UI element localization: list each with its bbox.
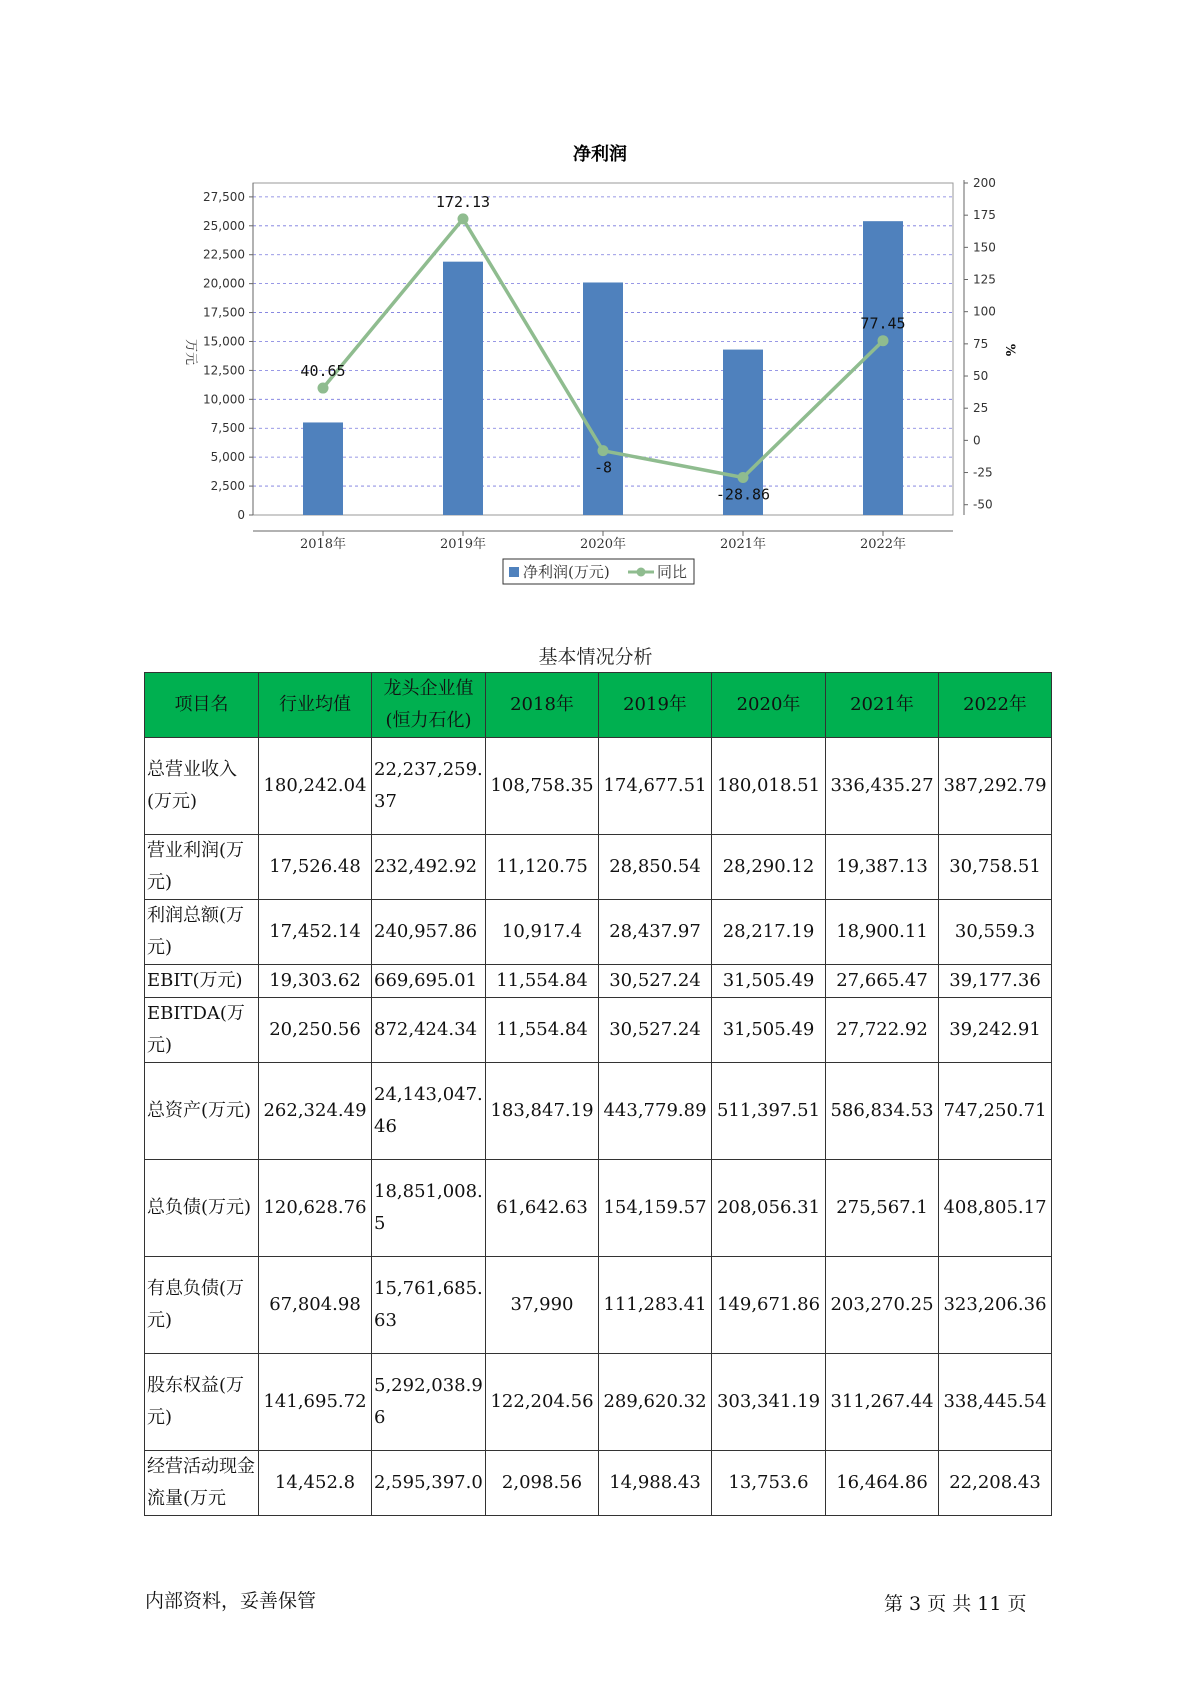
net-profit-chart xyxy=(0,0,1191,600)
table-row xyxy=(145,900,1052,965)
table-header-row xyxy=(145,673,1052,738)
y-left-axis-title: 万元 xyxy=(183,338,198,366)
y-left-tick-label: 22,500 xyxy=(203,247,245,262)
row-label: 股东权益(万元) xyxy=(145,1354,259,1451)
table-row xyxy=(145,965,1052,998)
table-row xyxy=(145,835,1052,900)
header-cell: 行业均值 xyxy=(259,673,372,738)
y-right-tick-label: 50 xyxy=(973,369,989,384)
bar xyxy=(583,282,623,515)
table-cell: 311,267.44 xyxy=(826,1354,939,1451)
yoy-point xyxy=(458,213,469,224)
table-cell: 17,526.48 xyxy=(259,835,372,900)
table-cell: 122,204.56 xyxy=(486,1354,599,1451)
row-label: 有息负债(万元) xyxy=(145,1257,259,1354)
table-cell: 19,387.13 xyxy=(826,835,939,900)
table-cell: 289,620.32 xyxy=(599,1354,712,1451)
x-tick-label: 2018年 xyxy=(299,537,347,552)
table-cell: 14,988.43 xyxy=(599,1451,712,1516)
table-cell: 11,120.75 xyxy=(486,835,599,900)
table-cell: 154,159.57 xyxy=(599,1160,712,1257)
table-cell: 180,242.04 xyxy=(259,738,372,835)
header-cell: 2022年 xyxy=(939,673,1052,738)
table-cell: 338,445.54 xyxy=(939,1354,1052,1451)
table-cell: 11,554.84 xyxy=(486,965,599,998)
yoy-point xyxy=(878,335,889,346)
table-cell: 30,527.24 xyxy=(599,998,712,1063)
table-cell: 28,437.97 xyxy=(599,900,712,965)
y-right-tick-label: 75 xyxy=(973,336,989,351)
y-right-tick-label: 125 xyxy=(973,272,996,287)
yoy-point xyxy=(318,383,329,394)
table-cell: 240,957.86 xyxy=(372,900,486,965)
legend xyxy=(503,559,694,584)
table-cell: 262,324.49 xyxy=(259,1063,372,1160)
header-cell: 龙头企业值(恒力石化) xyxy=(372,673,486,738)
yoy-point xyxy=(598,445,609,456)
table-cell: 586,834.53 xyxy=(826,1063,939,1160)
y-left-tick-label: 10,000 xyxy=(203,392,245,407)
table-cell: 30,527.24 xyxy=(599,965,712,998)
table-cell: 22,237,259.37 xyxy=(372,738,486,835)
legend-label-bar: 净利润(万元) xyxy=(523,563,610,581)
table-row xyxy=(145,1257,1052,1354)
table-cell: 11,554.84 xyxy=(486,998,599,1063)
table-cell: 37,990 xyxy=(486,1257,599,1354)
table-cell: 22,208.43 xyxy=(939,1451,1052,1516)
bar xyxy=(863,221,903,515)
table-cell: 408,805.17 xyxy=(939,1160,1052,1257)
table-row xyxy=(145,998,1052,1063)
table-cell: 39,242.91 xyxy=(939,998,1052,1063)
bar xyxy=(303,422,343,515)
table-cell: 183,847.19 xyxy=(486,1063,599,1160)
bar xyxy=(443,262,483,515)
yoy-data-label: -28.86 xyxy=(715,485,771,504)
legend-swatch-point xyxy=(637,568,646,577)
y-left-tick-label: 12,500 xyxy=(203,363,245,378)
y-left-tick-label: 7,500 xyxy=(210,421,245,436)
y-left-tick-label: 17,500 xyxy=(203,305,245,320)
yoy-data-label: 172.13 xyxy=(435,192,491,211)
yoy-data-label: 77.45 xyxy=(860,314,906,333)
row-label: 营业利润(万元) xyxy=(145,835,259,900)
table-cell: 336,435.27 xyxy=(826,738,939,835)
x-tick-label: 2020年 xyxy=(579,537,627,552)
table-cell: 31,505.49 xyxy=(712,965,826,998)
footer-page-number: 第 3 页 共 11 页 xyxy=(884,1593,1027,1615)
y-right-tick-label: 150 xyxy=(973,240,996,255)
y-left-tick-label: 20,000 xyxy=(203,276,245,291)
x-tick-label: 2019年 xyxy=(439,537,487,552)
y-left-tick-label: 27,500 xyxy=(203,189,245,204)
yoy-point xyxy=(738,472,749,483)
table-cell: 872,424.34 xyxy=(372,998,486,1063)
table-cell: 174,677.51 xyxy=(599,738,712,835)
y-left-tick-label: 2,500 xyxy=(210,479,245,494)
table-row xyxy=(145,1063,1052,1160)
table-cell: 28,217.19 xyxy=(712,900,826,965)
row-label: 经营活动现金流量(万元 xyxy=(145,1451,259,1516)
table-cell: 108,758.35 xyxy=(486,738,599,835)
row-label: 总营业收入(万元) xyxy=(145,738,259,835)
table-row xyxy=(145,1160,1052,1257)
table-cell: 67,804.98 xyxy=(259,1257,372,1354)
table-cell: 27,665.47 xyxy=(826,965,939,998)
table-row xyxy=(145,1451,1052,1516)
y-right-tick-label: 200 xyxy=(973,176,996,190)
table-cell: 14,452.8 xyxy=(259,1451,372,1516)
y-right-tick-label: 0 xyxy=(973,433,981,448)
row-label: EBIT(万元) xyxy=(145,965,259,998)
table-cell: 387,292.79 xyxy=(939,738,1052,835)
x-tick-label: 2022年 xyxy=(859,537,907,552)
header-cell: 2018年 xyxy=(486,673,599,738)
y-left-tick-label: 5,000 xyxy=(210,450,245,465)
row-label: 总资产(万元) xyxy=(145,1063,259,1160)
table-cell: 203,270.25 xyxy=(826,1257,939,1354)
table-cell: 111,283.41 xyxy=(599,1257,712,1354)
table-cell: 27,722.92 xyxy=(826,998,939,1063)
table-cell: 28,290.12 xyxy=(712,835,826,900)
table-cell: 323,206.36 xyxy=(939,1257,1052,1354)
table-cell: 31,505.49 xyxy=(712,998,826,1063)
table-cell: 120,628.76 xyxy=(259,1160,372,1257)
table-cell: 17,452.14 xyxy=(259,900,372,965)
table-cell: 208,056.31 xyxy=(712,1160,826,1257)
table-cell: 747,250.71 xyxy=(939,1063,1052,1160)
row-label: EBITDA(万元) xyxy=(145,998,259,1063)
table-cell: 511,397.51 xyxy=(712,1063,826,1160)
table-cell: 16,464.86 xyxy=(826,1451,939,1516)
y-left-tick-label: 25,000 xyxy=(203,218,245,233)
table-cell: 61,642.63 xyxy=(486,1160,599,1257)
legend-swatch-bar xyxy=(509,567,519,577)
table-cell: 232,492.92 xyxy=(372,835,486,900)
table-cell: 180,018.51 xyxy=(712,738,826,835)
table-cell: 5,292,038.96 xyxy=(372,1354,486,1451)
header-cell: 项目名 xyxy=(145,673,259,738)
table-cell: 30,758.51 xyxy=(939,835,1052,900)
y-right-tick-label: 100 xyxy=(973,304,996,319)
table-cell: 30,559.3 xyxy=(939,900,1052,965)
table-cell: 149,671.86 xyxy=(712,1257,826,1354)
legend-label-line: 同比 xyxy=(657,563,688,581)
row-label: 利润总额(万元) xyxy=(145,900,259,965)
yoy-data-label: 40.65 xyxy=(300,362,346,381)
table-cell: 669,695.01 xyxy=(372,965,486,998)
y-right-tick-label: 175 xyxy=(973,208,996,223)
y-left-tick-label: 15,000 xyxy=(203,334,245,349)
table-cell: 18,851,008.5 xyxy=(372,1160,486,1257)
table-row xyxy=(145,738,1052,835)
y-right-tick-label: -50 xyxy=(973,497,993,512)
basic-analysis-table xyxy=(144,672,1052,1516)
table-cell: 15,761,685.63 xyxy=(372,1257,486,1354)
y-right-axis-title: % xyxy=(1002,343,1017,357)
header-cell: 2019年 xyxy=(599,673,712,738)
chart-title: 净利润 xyxy=(573,144,627,165)
table-cell: 2,098.56 xyxy=(486,1451,599,1516)
table-cell: 20,250.56 xyxy=(259,998,372,1063)
table-cell: 2,595,397.0 xyxy=(372,1451,486,1516)
y-right-tick-label: 25 xyxy=(973,401,989,416)
yoy-data-label: -8 xyxy=(593,458,613,477)
table-cell: 141,695.72 xyxy=(259,1354,372,1451)
table-cell: 10,917.4 xyxy=(486,900,599,965)
table-cell: 39,177.36 xyxy=(939,965,1052,998)
table-cell: 303,341.19 xyxy=(712,1354,826,1451)
table-cell: 443,779.89 xyxy=(599,1063,712,1160)
table-cell: 13,753.6 xyxy=(712,1451,826,1516)
header-cell: 2021年 xyxy=(826,673,939,738)
table-row xyxy=(145,1354,1052,1451)
x-tick-label: 2021年 xyxy=(719,537,767,552)
y-right-tick-label: -25 xyxy=(973,465,993,480)
table-cell: 275,567.1 xyxy=(826,1160,939,1257)
table-cell: 24,143,047.46 xyxy=(372,1063,486,1160)
table-cell: 19,303.62 xyxy=(259,965,372,998)
table-cell: 18,900.11 xyxy=(826,900,939,965)
plot-area xyxy=(183,176,1017,552)
table-cell: 28,850.54 xyxy=(599,835,712,900)
header-cell: 2020年 xyxy=(712,673,826,738)
y-left-tick-label: 0 xyxy=(237,508,245,522)
footer-confidential: 内部资料，妥善保管 xyxy=(145,1590,317,1612)
table-caption: 基本情况分析 xyxy=(538,646,653,668)
row-label: 总负债(万元) xyxy=(145,1160,259,1257)
